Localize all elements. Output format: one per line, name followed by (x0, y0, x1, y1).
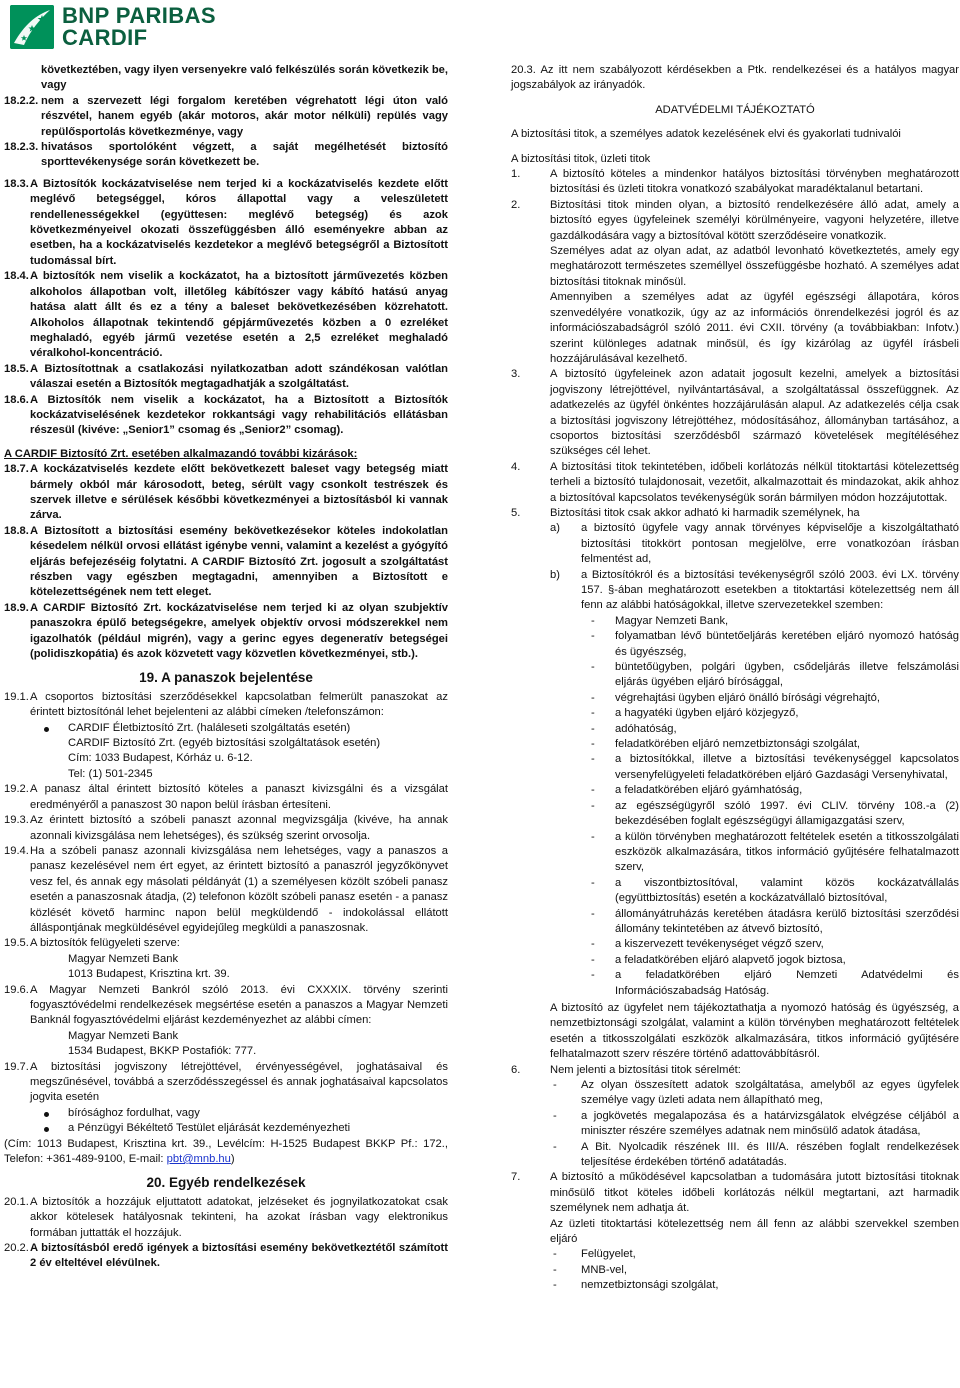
authority-item: - a külön törvényben meghatározott feltételek esetén a titkosszolgálati eszközök alkalmazására, titkos információ gyűjtésére felhatalmazott szerv, (511, 830, 959, 876)
brand-logo (10, 4, 216, 50)
body-item: - nemzetbiztonsági szolgálat, (511, 1278, 959, 1293)
left-paragraph-number: 18.5. (4, 362, 29, 375)
paragraph-text: Az érintett biztosító a szóbeli panaszt azonnal megvizsgálja (kivéve, ha annak azonnali kivizsgálása nem lehetséges), és szükség szerint orvosolja. (30, 814, 448, 842)
authority-item: - a kiszervezett tevékenységet végző szerv, (511, 937, 959, 952)
item-number: 3. (511, 368, 521, 381)
item-text: Biztosítási titok minden olyan, a biztosító rendelkezésére álló adat, amely a biztosító egyes ügyfeleinek személyi körülményeire, vagyoni helyzetére, illetve gazdálkodására vagy a biztosítóval kötött szerződéseire vonatkozik. (550, 198, 959, 242)
left-paragraph-number: 18.3. (4, 177, 29, 190)
data-protection-intro: A biztosítási titok, a személyes adatok kezelésének elvi és gyakorlati tudnivalói (511, 128, 901, 141)
bullet-item: bírósághoz fordulhat, vagy (4, 1106, 448, 1121)
left-paragraph-text: nem a szervezett légi forgalom keretében végrehatott légi úton való részvétel, hanem egyéb (akár motoros, akár motor nélküli) repülés vagy repülősportolás következménye, vagy (41, 94, 448, 138)
paragraph-19-1: 19.1. A csoportos biztosítási szerződésekkel kapcsolatban felmerült panaszokat az érintett biztosítónál lehet bejelenteni az alábbi címeken /telefonszámon: (4, 690, 448, 719)
paragraph-number: 19.3. (4, 814, 29, 827)
item-6: 6. Nem jelenti a biztosítási titok sérelmét: (511, 1063, 741, 1076)
left-paragraph-4 (4, 269, 448, 361)
item-number: 1. (511, 168, 521, 181)
address-line: 1013 Budapest, Krisztina krt. 39. (68, 968, 230, 981)
authority-item: - állományátruházás keretében átadásra kerülő biztosítási szerződési állomány tekintetében az átvevő biztosító, (511, 907, 959, 938)
paragraph-20-3: 20.3. Az itt nem szabályozott kérdésekben a Ptk. rendelkezései és a hatályos magyar jogszabályok az irányadók. (511, 64, 959, 92)
cardif-paragraph-text: A kockázatviselés kezdete előtt bekövetkezett baleset vagy betegség miatt bármely okból már károsodott, beteg, sérült vagy csonkolt testrészek és szervek illetve e sérülések későbbi következményei a biztosításból ki vannak zárva. (30, 463, 448, 522)
address-line: Magyar Nemzeti Bank (68, 1029, 179, 1042)
item-text: Amennyiben a személyes adat az ügyfél egészségi állapotára, kóros szenvedélyére vonatkozik, úgy az az információs önrendelkezési jogról és az információszabadságról szóló 2011. évi CXII. törvény (a továbbiakban: Infotv.) szerint különleges adatnak minősül, és így kizárólag az ügyfél írásbeli hozzájárulásával kezelhető. (550, 291, 959, 365)
authority-item: - a feladatkörében eljáró alapvető jogok biztosa, (511, 953, 959, 968)
item-text: A biztosítási titok tekintetében, időbeli korlátozás nélkül titoktartási kötelezettség terheli a biztosító tulajdonosait, vezetőit, alkalmazottait és mindazokat, akik ahhoz a biztosítóval kapcsolatos tevékenységük során bármilyen módon hozzájutottak. (550, 460, 959, 504)
paragraph-number: 20.2. (4, 1242, 29, 1255)
section-20-title: 20. Egyéb rendelkezések (146, 1175, 306, 1191)
secret-subtitle: A biztosítási titok, üzleti titok (511, 152, 651, 165)
item-7: 7. A biztosító a működésével kapcsolatban a tudomására jutott biztosítási titoknak minősülő titkot köteles időbeli korlátozás nélkül megtartani, azt harmadik személynek nem adhatja át. (511, 1171, 959, 1215)
cardif-exclusions-title: A CARDIF Biztosító Zrt. esetében alkalmazandó további kizárások: (4, 447, 358, 460)
item-text: A biztosító köteles a mindenkor hatályos biztosítási törvényben meghatározott biztosítási és üzleti titokra vonatkozó szabályokat maradéktalanul betartani. (550, 168, 959, 196)
left-paragraph-text: A biztosítók nem viselik a kockázatot, ha a biztosított járművezetés közben alkoholos állapotban volt, illetőleg kábítószer vagy kábító hatású anyag hatása alatt állt és ez a tény a baleset bekövetkezésében közrehatott. Alkoholos állapotnak tekintendő gépjárművezetés közben a 0 ezreléket meghaladó, egyéb jármű vezetése esetén a 2,5 ezreléket meghaladó véralkohol-koncentráció. (30, 270, 448, 360)
paragraph-number: 20.1. (4, 1195, 29, 1208)
paragraph-20-1 (4, 1195, 448, 1241)
authority-item: - a biztosítókkal, illetve a biztosítási tevékenységgel kapcsolatos versenyfelügyeleti feladatkörében eljáró Gazdasági Versenyhivatal, (511, 752, 959, 783)
left-paragraph-1 (4, 94, 448, 140)
address-line: Tel: (1) 501-2345 (68, 767, 153, 780)
authority-item: - folyamatban lévő büntetőeljárás keretében eljáró nyomozó hatóság és ügyészség, (511, 629, 959, 660)
cardif-paragraph-text: A Biztosított a biztosítási esemény bekövetkezésekor köteles indokolatlan késedelem nélkül orvosi ellátást igénybe venni, valamint a kezelést a gyógyító eljárás befejezéséig folytatni. A CARDIF Biztosító Zrt. jogosult a szolgáltatást részben vagy egészben megtagadni, amennyiben a Biztosított e kötelezettségének nem tett eleget. (30, 524, 448, 599)
left-paragraph-number: 18.4. (4, 270, 29, 283)
item-number: 5. (511, 506, 521, 519)
right-column (511, 63, 959, 1294)
authority-item: - végrehajtási ügyben eljáró önálló bírósági végrehajtó, (511, 691, 959, 706)
authority-item: - feladatkörében eljáró nemzetbiztonsági szolgálat, (511, 737, 959, 752)
cardif-paragraph-1 (4, 524, 448, 601)
privacy-item-4 (511, 460, 959, 506)
left-paragraph-5 (4, 362, 448, 393)
paragraph-20-2 (4, 1241, 448, 1272)
paragraph-19-7: 19.7. A biztosítási jogviszony létrejöttével, érvényességével, joghatásaival és megszűnésével, továbbá a szerződésszegéssel és annak joghatásaival kapcsolatos jogvita esetén (4, 1060, 448, 1104)
item-5-b: b) a Biztosítókról és a biztosítási tevékenységről szóló 2003. évi LX. törvény 157. §-ában meghatározott esetekben a titoktartási kötelezettség nem áll fenn az alábbi hatóságokkal, illetve szervezetekkel szemben: (550, 568, 959, 612)
authority-item: - adóhatóság, (511, 722, 959, 737)
left-paragraph-text: A Biztosítottnak a csatlakozási nyilatkozatban adott szándékosan valótlan válaszai esetén a Biztosítók megtagadhatják a szolgáltatást. (30, 362, 448, 391)
left-paragraph-0 (4, 63, 448, 94)
brand-name: BNP PARIBAS (62, 3, 216, 28)
paragraph-number: 19.4. (4, 844, 29, 857)
cardif-paragraph-number: 18.7. (4, 463, 29, 476)
exception-item: - A Bit. Nyolcadik részének III. és III/A. részében foglalt rendelkezések teljesítése érdekében történő adatátadás. (511, 1140, 959, 1171)
left-paragraph-6 (4, 393, 448, 439)
left-paragraph-number: 18.2.3. (4, 141, 39, 154)
left-paragraph-text: A Biztosítók kockázatviselése nem terjed ki a kockázatviselés kezdete előtt meglévő betegséggel, kóros állapottal vagy a veleszületett rendellenességekkel (együttesen: meglévő betegség) és azok következményeivel okozati összefüggésben álló eseményekre abban az esetben, ha a kockázatviselés kezdetekor a meglévő betegségről a Biztosított tudomással bírt. (30, 177, 448, 267)
authority-item: - a hagyatéki ügyben eljáró közjegyző, (511, 706, 959, 721)
authority-item: - büntetőügyben, polgári ügyben, csődeljárás illetve felszámolási eljárás ügyében eljáró bírósággal, (511, 660, 959, 691)
item-number: 2. (511, 198, 521, 211)
authority-item: - Magyar Nemzeti Bank, (511, 614, 959, 629)
pbt-contact: (Cím: 1013 Budapest, Krisztina krt. 39., Levélcím: H-1525 Budapest BKKP Pf.: 172., Telefon: +361-489-9100, E-mail: pbt@mnb.hu) (4, 1137, 448, 1166)
data-protection-title: ADATVÉDELMI TÁJÉKOZTATÓ (655, 103, 815, 116)
left-paragraph-number: 18.6. (4, 393, 29, 406)
bnp-stars-icon (10, 5, 54, 49)
privacy-item-2 (511, 198, 959, 367)
privacy-item-1 (511, 167, 959, 198)
cardif-paragraph-text: A CARDIF Biztosító Zrt. kockázatviselése nem terjed ki az olyan szubjektív panaszokra épülő betegségekre, amelyek objektív orvosi módszerekkel nem igazolhatók (például migrén), vagy a gerinc egyes degeneratív betegségei (polidiszkopátia) és azok közvetett vagy közvetlen következményei, stb.). (30, 601, 448, 661)
item-text: Biztosítási titok csak akkor adható ki harmadik személynek, ha (550, 506, 860, 519)
authority-item: - a feladatkörében eljáró gyámhatóság, (511, 783, 959, 798)
paragraph-text: A panasz által érintett biztosító köteles a panaszt kivizsgálni és a vizsgálat eredményéről a panaszost 30 napon belül írásban értesíteni. (30, 783, 448, 811)
paragraph-19-5 (4, 936, 448, 951)
item-5-a: a) a biztosító ügyfele vagy annak törvényes képviselője a kiszolgáltatható biztosítási titokkört pontosan megjelölve, erre vonatkozóan írásban felmentést ad, (550, 522, 959, 566)
paragraph-number: 19.2. (4, 783, 29, 796)
paragraph-19-3 (4, 813, 448, 844)
bullet-item: a Pénzügyi Békéltető Testület eljárását kezdeményezheti (4, 1121, 448, 1136)
left-paragraph-3 (4, 177, 448, 269)
paragraph-19-4 (4, 844, 448, 936)
address-line: Cím: 1033 Budapest, Kórház u. 6-12. (68, 752, 253, 765)
cardif-paragraph-0 (4, 462, 448, 524)
address-line: Magyar Nemzeti Bank (68, 952, 179, 965)
left-paragraph-number: 18.2.2. (4, 94, 39, 107)
left-column (4, 63, 448, 1272)
exception-item: - a jogkövetés megalapozása és a határvizsgálatok elvégzése céljából a miniszter részére személyes adatnak nem minősülő adatok átadása, (511, 1109, 959, 1140)
authority-item: - a viszontbiztosítóval, valamint közös kockázatvállalás (együttbiztosítás) esetén a kockázatvállaló biztosítóval, (511, 876, 959, 907)
body-item: - Felügyelet, (511, 1247, 959, 1262)
paragraph-19-6: 19.6. A Magyar Nemzeti Bankról szóló 2013. évi CXXXIX. törvény szerinti fogyasztóvédelmi rendelkezések megsértése esetén a panaszos a Magyar Nemzeti Banknál fogyasztóvédelmi eljárást kezdeményezhet az alábbi címen: (4, 983, 448, 1027)
brand-subname: CARDIF (62, 25, 148, 50)
paragraph-19-2 (4, 782, 448, 813)
address-line: 1534 Budapest, BKKP Postafiók: 777. (68, 1045, 257, 1058)
paragraph-text: A biztosítók felügyeleti szerve: (30, 937, 180, 950)
paragraph-number: 19.5. (4, 937, 29, 950)
paragraph-text: A biztosítók a hozzájuk eljuttatott adatokat, jelzéseket és jognyilatkozatokat csak akkor kötelesek hatályosnak tekinteni, ha azokat írásban vagy elektronikus formában juttatták el hozzájuk. (30, 1195, 448, 1239)
after-b-text: A biztosító az ügyfelet nem tájékoztathatja a nyomozó hatóság és ügyészség, a nemzetbiztonsági szolgálat, valamint a külön törvényben meghatározott feltételek esetén a titkosszolgálati eszközök alkalmazására, titkos információ gyűjtésére felhatalmazott szerv részére történő adattovábbításról. (550, 1001, 959, 1061)
paragraph-text: A biztosításból eredő igények a biztosítási esemény bekövetkeztétől számított 2 év elteltével elévülnek. (30, 1242, 448, 1270)
item-7-b: Az üzleti titoktartási kötelezettség nem áll fenn az alábbi szervekkel szemben eljáró (550, 1217, 959, 1246)
section-19-title: 19. A panaszok bejelentése (139, 670, 313, 686)
item-number: 4. (511, 460, 521, 473)
left-paragraph-text: következtében, vagy ilyen versenyekre való felkészülés során következik be, vagy (41, 64, 448, 92)
cardif-paragraph-number: 18.9. (4, 601, 29, 614)
left-paragraph-text: A Biztosítók nem viselik a kockázatot, ha a Biztosított a Biztosítók kockázatviselésének kezdetekor rokkantsági vagy rehabilitációs ellátásban részesül (kivéve: „Senior1” csomag és „Senior2” csomag). (30, 393, 448, 437)
authority-item: - a feladatkörében eljáró Nemzeti Adatvédelmi és Információszabadság Hatóság. (511, 968, 959, 999)
bullet-cardif-life: CARDIF Életbiztosító Zrt. (haláleseti szolgáltatás esetén) (4, 721, 448, 736)
body-item: - MNB-vel, (511, 1263, 959, 1278)
left-paragraph-2 (4, 140, 448, 171)
authority-item: - az egészségügyről szóló 1997. évi CLIV. törvény 108.-a (2) bekezdésében foglalt egészségügyi államigazgatási szerv, (511, 799, 959, 830)
item-text: A biztosító ügyfeleinek azon adatait jogosult kezelni, amelyek a biztosítási jogviszony létrejöttével, nyilvántartásával, a szolgáltatással összefüggnek. Az adatkezelés az ügyfél önkéntes hozzájárulásán alapul. Az adatkezelés célja csak a biztosítási jogviszony létrejöttéhez, módosításához, állományban tartásához, a csoportos biztosítási szerződésből származó követelések megítéléséhez szükséges cél lehet. (550, 368, 959, 458)
paragraph-text: Ha a szóbeli panasz azonnali kivizsgálása nem lehetséges, vagy a panaszos a panasz kezelésével nem ért egyet, az érintett biztosító a panaszról jegyzőkönyvet vesz fel, és annak egy másolati példányát (1) a személyesen közölt szóbeli panasz esetén a panaszosnak átadja, (2) telefonon közölt szóbeli panasz esetén - a panasz közlését követő harminc napon belül megküldendő - indokolással ellátott álláspontjának megküldésével egyidejűleg megküldi a panaszosnak. (30, 844, 448, 934)
privacy-item-5 (511, 506, 959, 521)
item-text: Személyes adat az olyan adat, az adatból levonható következtetés, amely egy meghatározott természetes személlyel összefüggésbe hozható. A személyes adat biztosítási titoknak minősül. (550, 245, 959, 288)
left-paragraph-text: hivatásos sportolóként végzett, a saját megélhetését biztosító sporttevékenysége során következett be. (41, 141, 448, 169)
email-link[interactable]: pbt@mnb.hu (166, 1153, 231, 1166)
address-line: CARDIF Biztosító Zrt. (egyéb biztosítási szolgáltatások esetén) (68, 737, 381, 750)
cardif-paragraph-2 (4, 601, 448, 663)
cardif-paragraph-number: 18.8. (4, 524, 29, 537)
privacy-item-3 (511, 367, 959, 459)
exception-item: - Az olyan összesített adatok szolgáltatása, amelyből az egyes ügyfelek személye vagy üzleti adata nem állapítható meg, (511, 1078, 959, 1109)
